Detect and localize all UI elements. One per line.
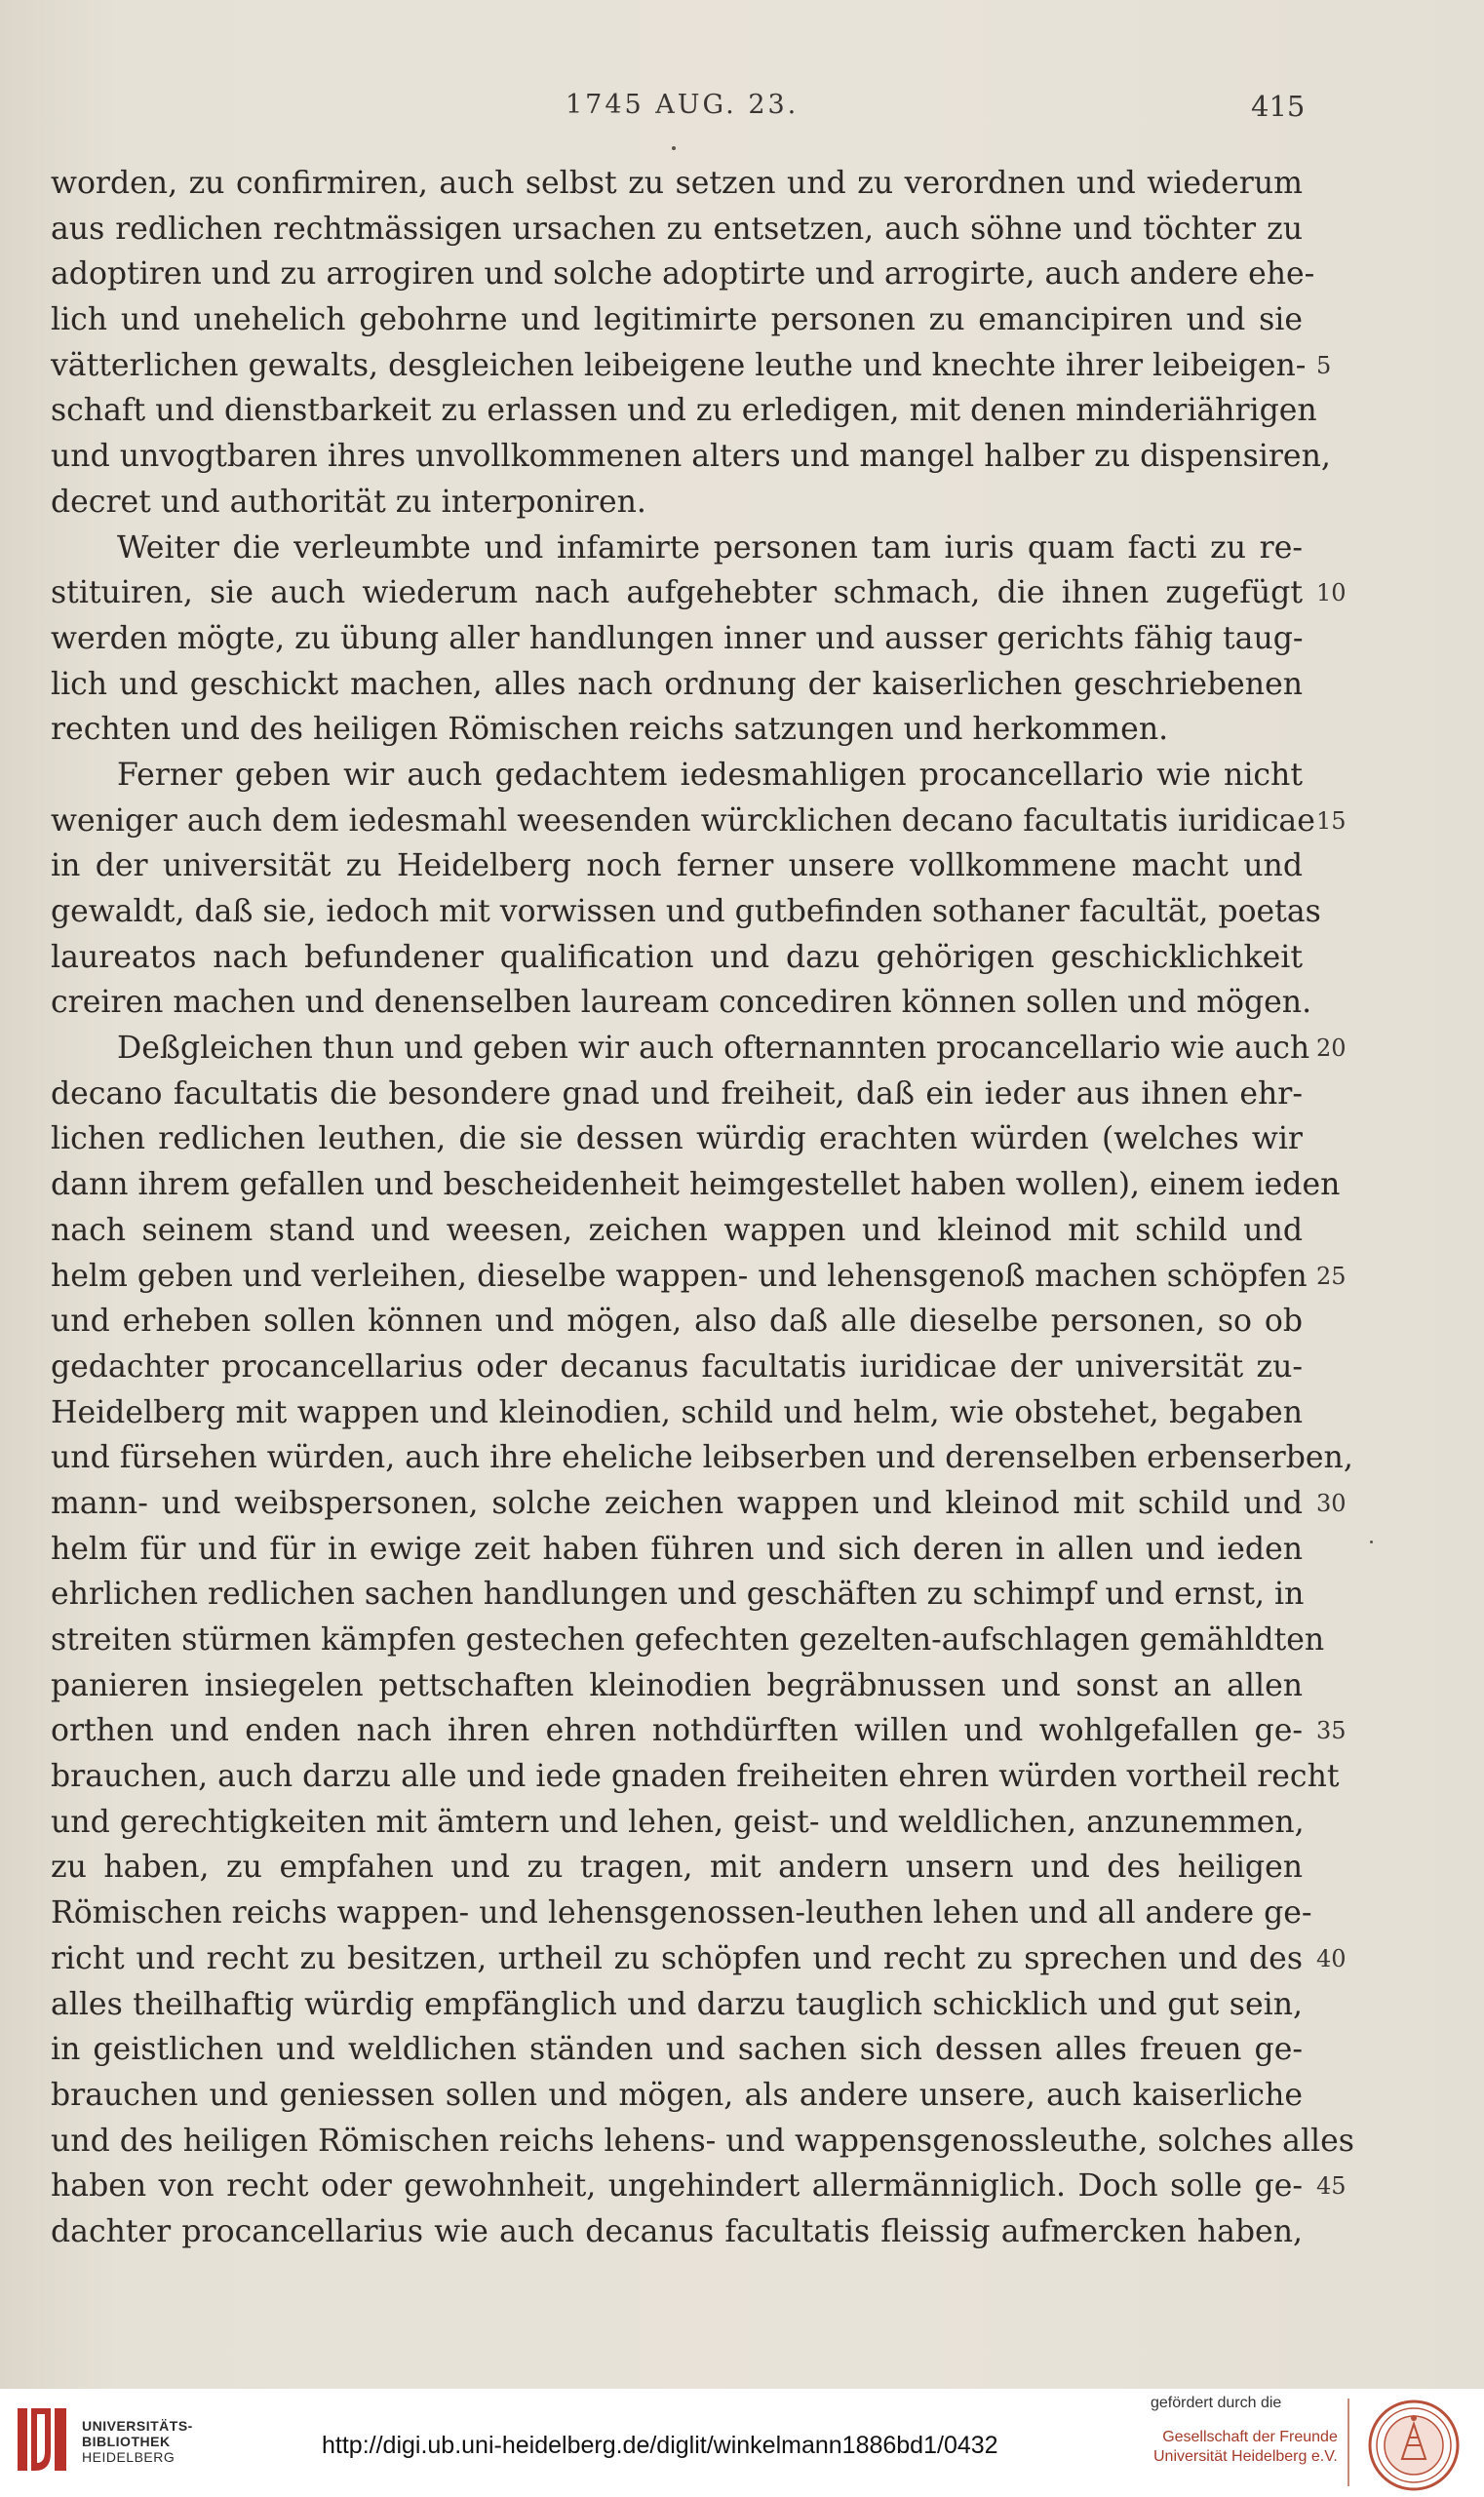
text-line-content: haben von recht oder gewohnheit, ungehindert allermänniglich. Doch solle ge- [51, 2168, 1303, 2204]
text-line-content: vätterlichen gewalts, desgleichen leibeigene leuthe und knechte ihrer leibeigen- [51, 347, 1307, 383]
page-number: 415 [1251, 90, 1306, 123]
text-line [51, 1254, 1347, 1300]
line-number: 25 [1316, 1262, 1347, 1290]
sponsor-name-line: Gesellschaft der Freunde [1162, 2429, 1338, 2445]
text-line [51, 161, 1303, 207]
print-speck [672, 146, 676, 150]
text-line-content: panieren insiegelen pettschaften kleinodien begräbnussen und sonst an allen [51, 1667, 1303, 1703]
footer-bar [0, 2389, 1484, 2497]
text-line-content: lichen redlichen leuthen, die sie dessen würdig erachten würden (welches wir [51, 1121, 1303, 1157]
text-line [51, 526, 1303, 571]
text-line-content: decret und authorität zu interponiren. [51, 484, 646, 520]
text-line-content: dachter procancellarius wie auch decanus facultatis fleissig aufmercken haben, [51, 2213, 1303, 2249]
text-line [51, 2119, 1354, 2165]
text-line [51, 1982, 1303, 2028]
text-line-content: Deßgleichen thun und geben wir auch ofternannten procancellario wie auch [117, 1031, 1310, 1067]
print-speck [1370, 1541, 1373, 1543]
text-line [51, 207, 1303, 253]
text-line-content: rechten und des heiligen Römischen reichs satzungen und herkommen. [51, 712, 1169, 748]
text-line [51, 1072, 1303, 1117]
text-line [51, 1527, 1303, 1573]
text-line-content: zu haben, zu empfahen und zu tragen, mit andern unsern und des heiligen [51, 1850, 1303, 1886]
text-line-content: und gerechtigkeiten mit ämtern und lehen, geist- und weldlichen, anzunemmen, [51, 1804, 1305, 1840]
text-line [51, 662, 1303, 708]
text-line-content: Heidelberg mit wappen und kleinodien, schild und helm, wie obstehet, begaben [51, 1394, 1303, 1430]
text-line [51, 843, 1303, 889]
sponsor-name [1153, 2428, 1338, 2467]
text-line-content: alles theilhaftig würdig empfänglich und darzu tauglich schicklich und gut sein, [51, 1986, 1303, 2022]
text-line-content: gedachter procancellarius oder decanus facultatis iuridicae der universität zu- [51, 1348, 1303, 1385]
text-line [51, 1663, 1303, 1709]
text-line [51, 935, 1303, 981]
text-line-content: nach seinem stand und weesen, zeichen wappen und kleinod mit schild und [51, 1212, 1303, 1248]
library-name-line: BIBLIOTHEK [82, 2434, 171, 2449]
text-line [51, 388, 1317, 434]
library-name-line: UNIVERSITÄTS- [82, 2418, 193, 2434]
text-line [51, 2164, 1347, 2209]
divider [1347, 2399, 1349, 2486]
text-line [51, 1754, 1340, 1800]
text-line-content: brauchen, auch darzu alle und iede gnaden freiheiten ehren würden vortheil recht [51, 1759, 1340, 1795]
running-head [0, 90, 1484, 129]
text-line [51, 2027, 1303, 2073]
text-line-content: in geistlichen und weldlichen ständen und sachen sich dessen alles freuen ge- [51, 2032, 1303, 2068]
line-number: 30 [1316, 1489, 1347, 1517]
text-line-content: mann- und weibspersonen, solche zeichen wappen und kleinod mit schild und [51, 1485, 1303, 1521]
text-line-content: und fürsehen würden, auch ihre eheliche leibserben und derenselben erbenserben, [51, 1440, 1353, 1476]
text-line-content: schaft und dienstbarkeit zu erlassen und zu erledigen, mit denen minderiährigen [51, 393, 1317, 429]
text-line [51, 297, 1303, 343]
text-line [51, 889, 1321, 935]
text-line [51, 2209, 1303, 2255]
text-line-content: brauchen und geniessen sollen und mögen, als andere unsere, auch kaiserliche [51, 2077, 1303, 2113]
text-line-content: und unvogtbaren ihres unvollkommenen alters und mangel halber zu dispensiren, [51, 439, 1331, 475]
text-line [51, 2073, 1303, 2119]
text-line [51, 1891, 1312, 1936]
text-line [51, 1162, 1341, 1208]
line-number: 35 [1316, 1717, 1347, 1745]
text-line-content: und des heiligen Römischen reichs lehens- und wappensgenossleuthe, solches alles [51, 2123, 1354, 2159]
line-number: 15 [1316, 806, 1347, 835]
text-line [51, 252, 1315, 297]
text-line-content: lich und geschickt machen, alles nach ordnung der kaiserlichen geschriebenen [51, 666, 1303, 702]
line-number: 40 [1316, 1944, 1347, 1972]
sponsor-name-line: Universität Heidelberg e.V. [1153, 2448, 1338, 2465]
text-line-content: adoptiren und zu arrogiren und solche adoptirte und arrogirte, auch andere ehe- [51, 256, 1315, 293]
text-line [51, 1572, 1303, 1618]
text-line [51, 1345, 1303, 1390]
text-line-content: creiren machen und denenselben lauream concediren können sollen und mögen. [51, 985, 1312, 1021]
library-name-line: HEIDELBERG [82, 2449, 176, 2465]
permalink-url[interactable]: http://digi.ub.uni-heidelberg.de/diglit/winkelmann1886bd1/0432 [322, 2432, 998, 2459]
text-line-content: weniger auch dem iedesmahl weesenden würcklichen decano facultatis iuridicae [51, 802, 1315, 839]
line-number: 10 [1316, 579, 1347, 607]
university-seal-icon [1367, 2399, 1461, 2492]
text-line-content: lich und unehelich gebohrne und legitimirte personen zu emancipiren und sie [51, 302, 1303, 338]
text-line-content: stituiren, sie auch wiederum nach aufgehebter schmach, die ihnen zugefügt [51, 575, 1303, 611]
text-line [51, 1800, 1303, 1846]
text-line [51, 799, 1347, 844]
text-line-content: aus redlichen rechtmässigen ursachen zu entsetzen, auch söhne und töchter zu [51, 211, 1303, 247]
text-line [51, 1026, 1347, 1072]
text-line-content: dann ihrem gefallen und bescheidenheit heimgestellet haben wollen), einem ieden [51, 1167, 1341, 1203]
text-line-content: gewaldt, daß sie, iedoch mit vorwissen und gutbefinden sothaner facultät, poetas [51, 894, 1321, 929]
running-title: 1745 AUG. 23. [566, 90, 800, 120]
text-line [51, 1208, 1303, 1254]
text-line [51, 1845, 1303, 1891]
text-line-content: werden mögte, zu übung aller handlungen inner und ausser gerichts fähig taug- [51, 620, 1304, 656]
text-line-content: Weiter die verleumbte und infamirte personen tam iuris quam facti zu re- [117, 529, 1303, 566]
library-name [82, 2418, 193, 2465]
text-line [51, 707, 1303, 753]
text-line [51, 1708, 1347, 1754]
text-line-content: decano facultatis die besondere gnad und freiheit, daß ein ieder aus ihnen ehr- [51, 1075, 1303, 1112]
text-line [51, 1299, 1303, 1345]
text-line [51, 616, 1303, 662]
text-line-content: Römischen reichs wappen- und lehensgenossen-leuthen lehen und all andere ge- [51, 1895, 1312, 1931]
line-number: 45 [1316, 2172, 1347, 2201]
text-line-content: streiten stürmen kämpfen gestechen gefechten gezelten-aufschlagen gemähldten [51, 1622, 1325, 1658]
text-line-content: richt und recht zu besitzen, urtheil zu schöpfen und recht zu sprechen und des [51, 1940, 1303, 1976]
text-line-content: orthen und enden nach ihren ehren nothdürften willen und wohlgefallen ge- [51, 1713, 1303, 1749]
text-line-content: ehrlichen redlichen sachen handlungen und geschäften zu schimpf und ernst, in [51, 1577, 1305, 1613]
text-line-content: helm für und für in ewige zeit haben führen und sich deren in allen und ieden [51, 1531, 1303, 1567]
text-line [51, 480, 1303, 526]
text-line [51, 1116, 1303, 1162]
library-logo-icon [14, 2404, 72, 2475]
text-line-content: helm geben und verleihen, dieselbe wappen- und lehensgenoß machen schöpfen [51, 1258, 1308, 1294]
text-line [51, 753, 1303, 799]
text-line-content: in der universität zu Heidelberg noch ferner unsere vollkommene macht und [51, 848, 1303, 884]
text-line [51, 1936, 1347, 1982]
text-line [51, 343, 1332, 389]
text-line [51, 1481, 1347, 1527]
text-line [51, 570, 1347, 616]
line-number: 5 [1316, 351, 1332, 379]
text-line [51, 1618, 1325, 1663]
text-line [51, 1390, 1303, 1436]
text-line [51, 1435, 1353, 1481]
text-line-content: Ferner geben wir auch gedachtem iedesmahligen procancellario wie nicht [117, 757, 1303, 793]
text-line-content: und erheben sollen können und mögen, also daß alle dieselbe personen, so ob [51, 1304, 1303, 1340]
text-line [51, 980, 1312, 1026]
text-line-content: worden, zu confirmiren, auch selbst zu setzen und zu verordnen und wiederum [51, 166, 1303, 201]
text-line-content: laureatos nach befundener qualification und dazu gehörigen geschicklichkeit [51, 939, 1303, 975]
line-number: 20 [1316, 1034, 1347, 1063]
sponsor-label: gefördert durch die [1151, 2395, 1282, 2411]
text-line [51, 434, 1331, 480]
document-body [51, 161, 1354, 2255]
